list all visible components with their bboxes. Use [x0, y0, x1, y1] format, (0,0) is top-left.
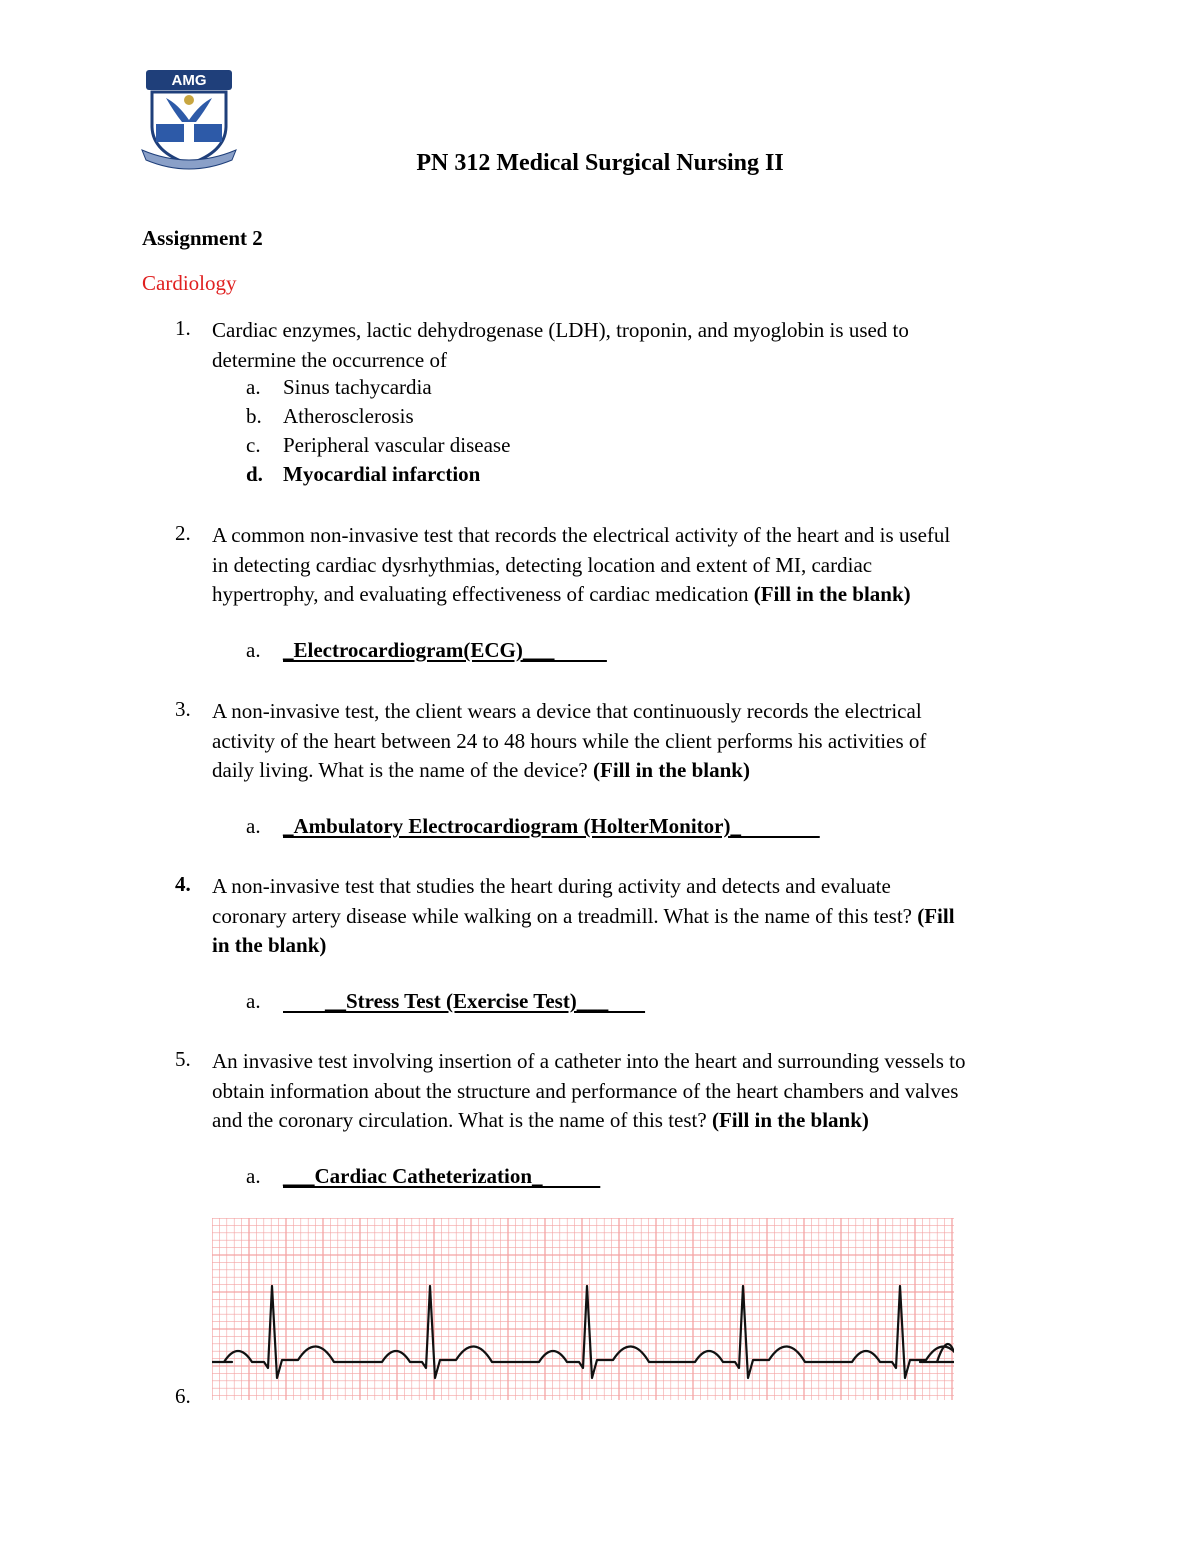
fill-tag: (Fill in the blank) [711, 1108, 869, 1132]
option-text: Atherosclerosis [283, 404, 414, 428]
question-number: 3. [175, 697, 191, 721]
selected-option-text: Myocardial infarction [283, 462, 481, 486]
fill-tag-start: (Fill [917, 903, 955, 928]
question-line: A non-invasive test that studies the heart during activity and detects and evaluate [212, 874, 891, 898]
question-line: and the coronary circulation. What is the name of this test? (Fill in the blank) [212, 1108, 869, 1132]
page-title: PN 312 Medical Surgical Nursing II [416, 150, 784, 176]
question-line: A non-invasive test, the client wears a device that continuously records the electrical [212, 699, 922, 723]
question-line: activity of the heart between 24 to 48 hours while the client performs his activities of [212, 728, 927, 753]
answer-letter: a. [246, 1164, 261, 1188]
question-line: An invasive test involving insertion of a catheter into the heart and surrounding vessels to [212, 1049, 966, 1073]
answer-letter: a. [246, 814, 261, 838]
fill-tag: (Fill in the blank) [593, 758, 750, 782]
assignment-heading: Assignment 2 [142, 226, 263, 250]
question-number: 6. [175, 1384, 191, 1408]
answer-letter: a. [246, 638, 261, 662]
question-text [212, 697, 1072, 786]
question-line: in detecting cardiac dysrhythmias, detecting location and extent of MI, cardiac [212, 552, 873, 577]
option-letter: a. [246, 375, 261, 399]
option-letter: d. [246, 462, 263, 486]
logo-text: AMG [171, 72, 207, 89]
question-number: 4. [175, 872, 191, 896]
answer-blank: ___Cardiac Catheterization_ [283, 1164, 601, 1188]
option-text: Peripheral vascular disease [283, 433, 511, 457]
fill-tag: (Fill in the blank) [753, 582, 911, 606]
ecg-strip-image [212, 1218, 954, 1400]
question-text [212, 521, 1072, 610]
question-line: determine the occurrence of [212, 347, 447, 372]
question-text [212, 872, 1072, 961]
question-number: 5. [175, 1047, 191, 1071]
question-line: daily living. What is the name of the device? (Fill in the blank) [212, 758, 750, 782]
question-line: coronary artery disease while walking on a treadmill. What is the name of this test? (Fill [212, 903, 955, 928]
answer-blank: _Electrocardiogram(ECG)___ [283, 638, 607, 662]
answer-blank: _Ambulatory Electrocardiogram (HolterMonitor)_ [283, 814, 820, 838]
option-letter: c. [246, 433, 261, 457]
answer-letter: a. [246, 989, 261, 1013]
ecg-grid [212, 1218, 954, 1400]
option-letter: b. [246, 404, 262, 428]
question-line: Cardiac enzymes, lactic dehydrogenase (LDH), troponin, and myoglobin is used to [212, 318, 909, 342]
question-number: 2. [175, 521, 191, 545]
answer-blank: __Stress Test (Exercise Test)___ [283, 989, 646, 1013]
question-line: A common non-invasive test that records the electrical activity of the heart and is useful [212, 523, 951, 547]
question-line: in the blank) [212, 933, 327, 957]
question-number: 1. [175, 316, 191, 340]
section-heading: Cardiology [142, 271, 237, 295]
question-line: obtain information about the structure and performance of the heart chambers and valves [212, 1078, 959, 1103]
question-text [212, 1047, 1072, 1136]
question-line: hypertrophy, and evaluating effectiveness of cardiac medication (Fill in the blank) [212, 582, 911, 606]
question-text [212, 316, 1072, 375]
option-text: Sinus tachycardia [283, 375, 432, 399]
